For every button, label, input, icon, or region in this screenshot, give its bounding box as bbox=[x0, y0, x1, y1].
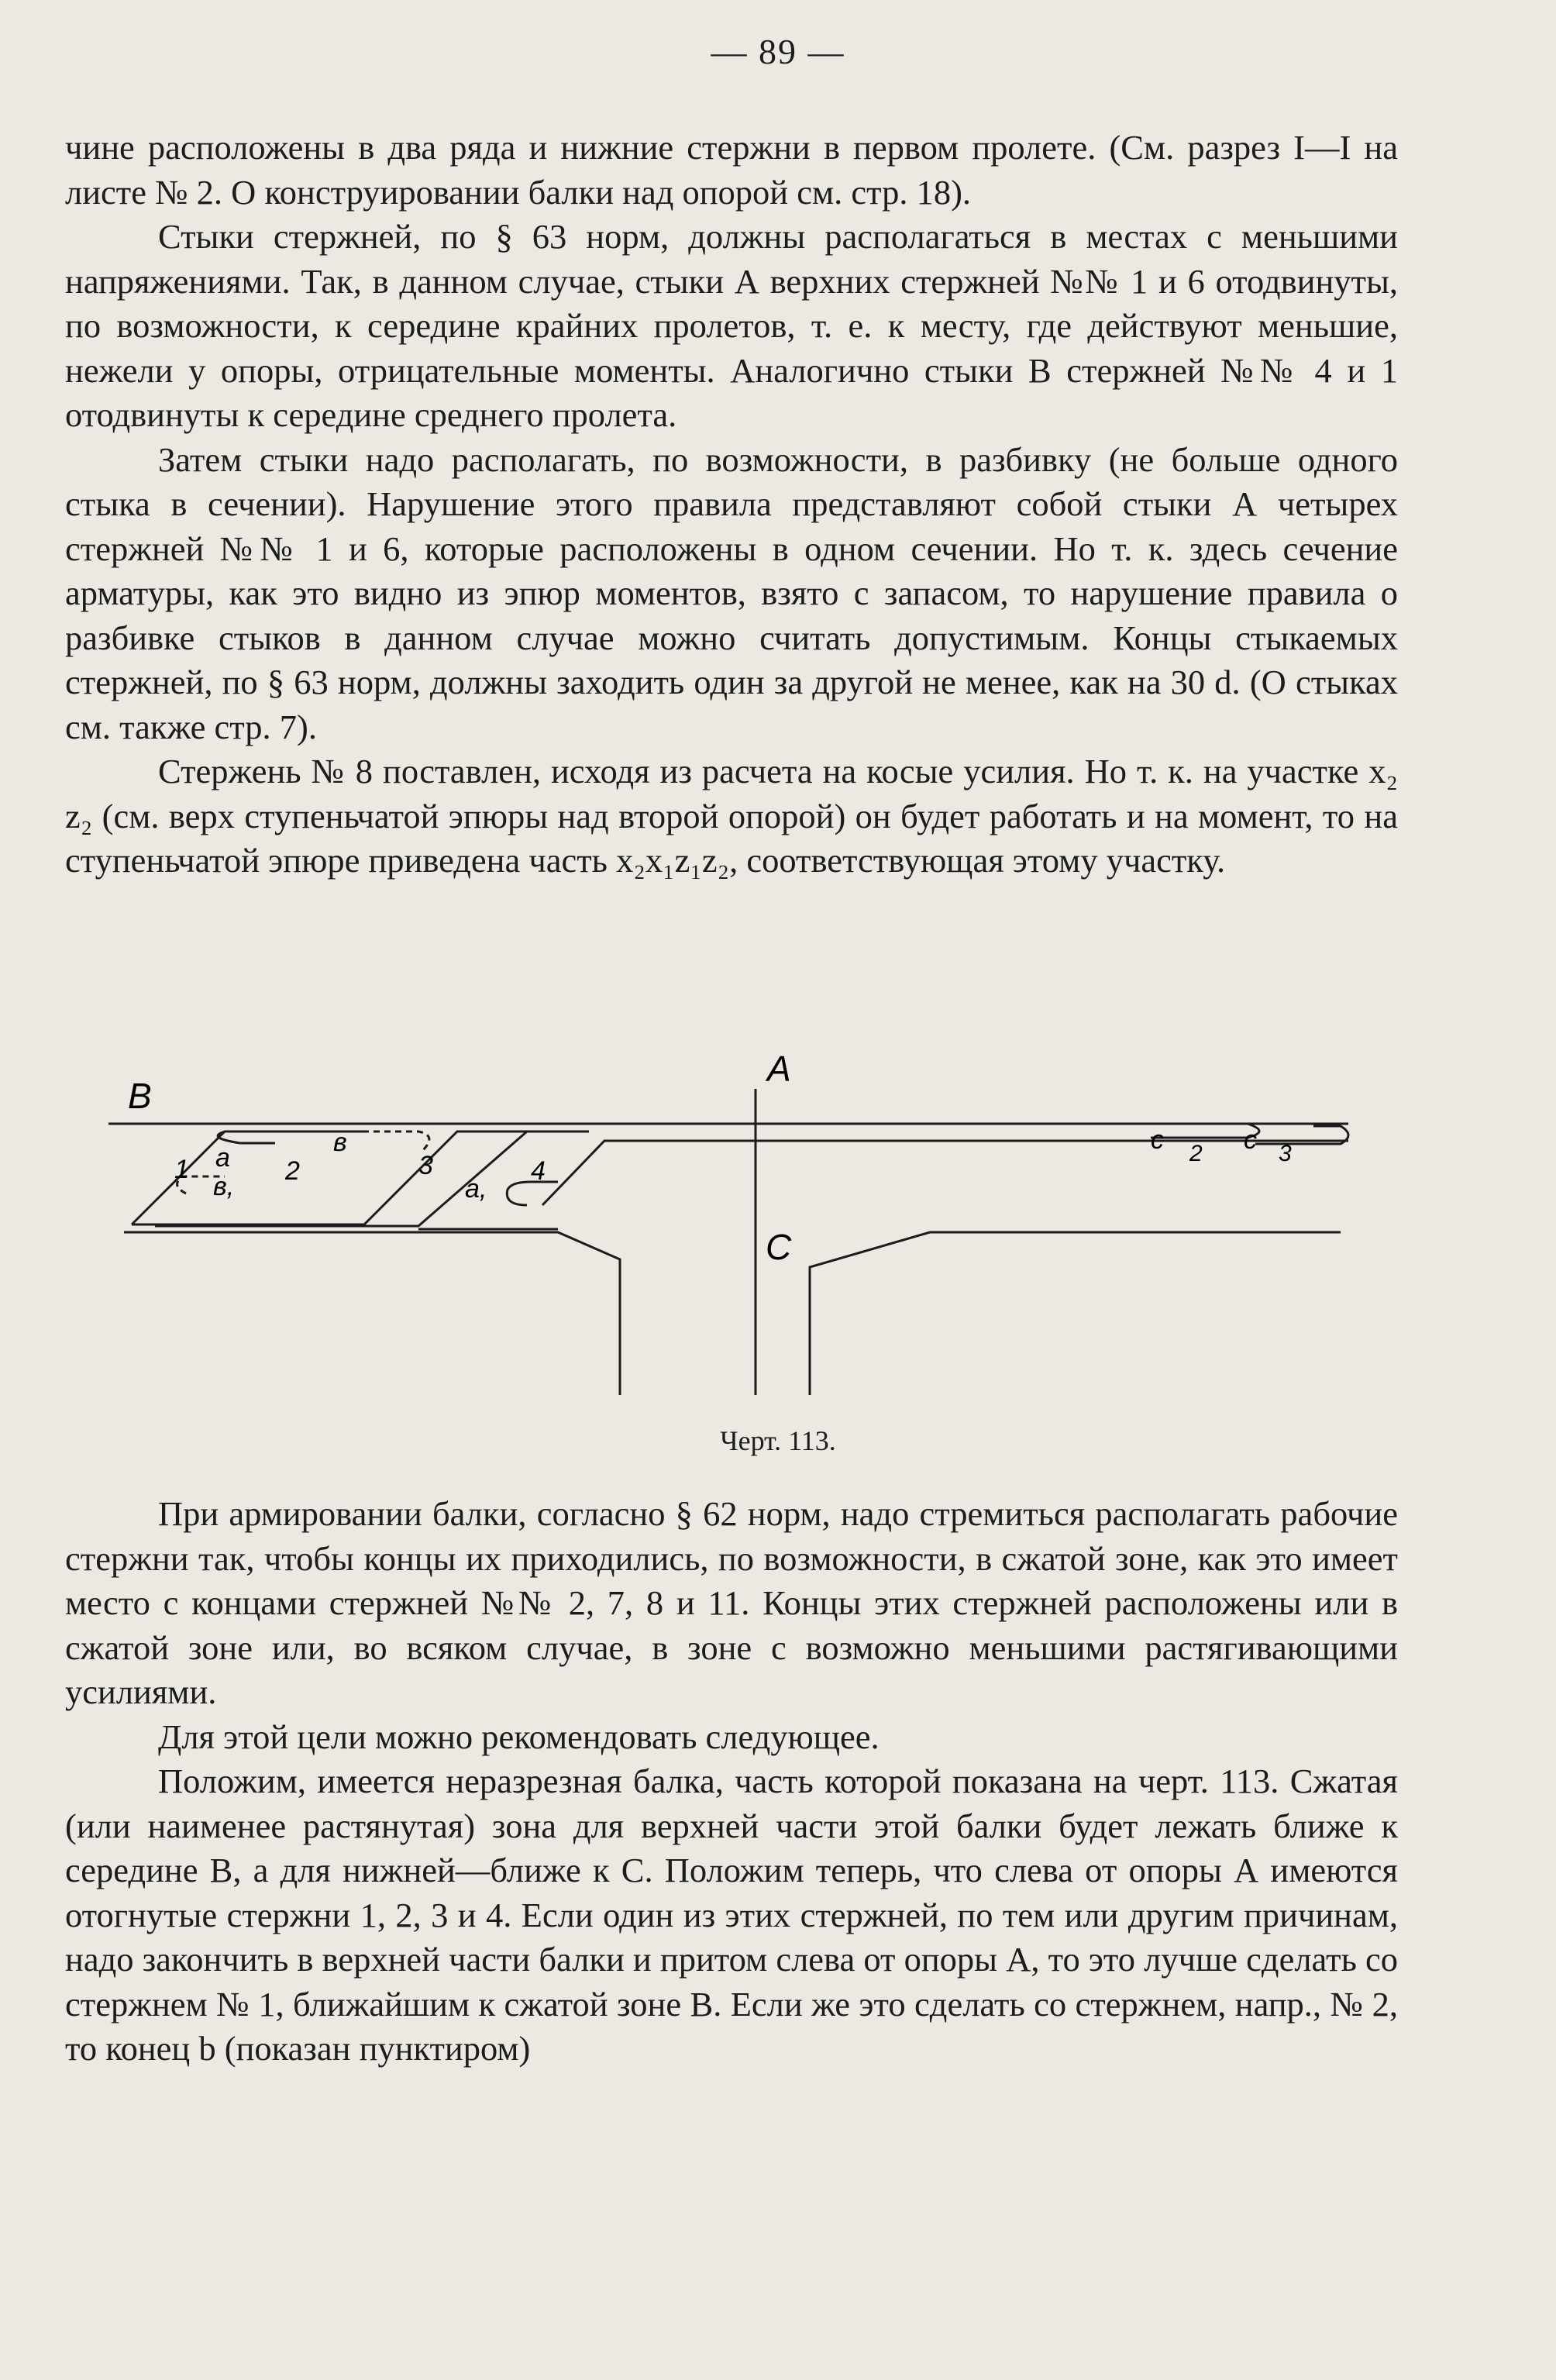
paragraph: Положим, имеется неразрезная балка, часть которой показана на черт. 113. Сжатая (или наименее растянутая) зона для верхней части этой балки будет лежать ближе к середине В, а для нижней—ближе к С. Положим теперь, что слева от опоры А имеются отогнутые стержни 1, 2, 3 и 4. Если один из этих стержней, по тем или другим причинам, надо закончить в верхней части балки и притом слева от опоры А, то это лучше сделать со стержнем № 1, ближайшим к сжатой зоне В. Если же это сделать со стержнем, напр., № 2, то конец b (показан пунктиром) bbox=[65, 1762, 1398, 2068]
figure-caption: Черт. 113. bbox=[720, 1425, 836, 1456]
text-block-top bbox=[65, 126, 1398, 883]
label-A: A bbox=[767, 1049, 791, 1089]
figure-beam-reinforcement bbox=[108, 1046, 1364, 1449]
label-c2: c bbox=[1244, 1125, 1257, 1155]
page-number: — 89 — bbox=[711, 32, 845, 71]
paragraph: Для этой цели можно рекомендовать следующее. bbox=[158, 1717, 880, 1756]
label-c1: c bbox=[1151, 1125, 1164, 1155]
bar-1 bbox=[132, 1131, 275, 1224]
label-C: C bbox=[766, 1227, 792, 1267]
label-B: B bbox=[128, 1076, 152, 1116]
label-bar-3: 3 bbox=[418, 1151, 433, 1180]
label-end-a1: a bbox=[215, 1143, 230, 1173]
label-bar-2: 2 bbox=[285, 1156, 300, 1186]
beam-bottom-left bbox=[124, 1232, 620, 1395]
bar-end-c2 bbox=[1151, 1124, 1259, 1138]
label-end-a2: a, bbox=[465, 1174, 487, 1204]
bar-end-b-dashed bbox=[341, 1131, 429, 1151]
label-bar-4: 4 bbox=[531, 1156, 546, 1186]
paragraph: Стержень № 8 поставлен, исходя из расчета на косые усилия. Но т. к. на участке x₂ z₂ (см. верх ступеньчатой эпюры над второй опорой) он будет работать и на момент, то на ступеньчатой эпюре приведена часть x₂x₁z₁z₂, соответствующая этому участку. bbox=[65, 752, 1398, 880]
paragraph: Затем стыки надо располагать, по возможности, в разбивку (не больше одного стыка в сечении). Нарушение этого правила представляют собой стыки А четырех стержней №№ 1 и 6, которые расположены в одном сечении. Но т. к. здесь сечение арматуры, как это видно из эпюр моментов, взято с запасом, то нарушение правила о разбивке стыков в данном случае можно считать допустимым. Концы стыкаемых стержней, по § 63 норм, должны заходить один за другой не менее, как на 30 d. (О стыках см. также стр. 7). bbox=[65, 439, 1398, 746]
label-end-b: в, bbox=[213, 1172, 235, 1201]
paragraph: При армировании балки, согласно § 62 норм, надо стремиться располагать рабочие стержни так, чтобы концы их приходились, по возможности, в сжатой зоне, как это имеет место с концами стержней №№ 2, 7, 8 и 11. Концы этих стержней расположены или в сжатой зоне или, во всяком случае, в зоне с возможно меньшими растягивающими усилиями. bbox=[65, 1494, 1398, 1711]
paragraph: Стыки стержней, по § 63 норм, должны располагаться в местах с меньшими напряжениями. Так, в данном случае, стыки А верхних стержней №№ 1 и 6 отодвинуты, по возможности, к середине крайних пролетов, т. е. к месту, где действуют меньшие, нежели у опоры, отрицательные моменты. Аналогично стыки В стержней №№ 4 и 1 отодвинуты к середине среднего пролета. bbox=[65, 217, 1398, 434]
bar-4 bbox=[542, 1141, 1348, 1205]
text-block-bottom bbox=[65, 1492, 1398, 2072]
beam-diagram bbox=[108, 1046, 1364, 1449]
paragraph: чине расположены в два ряда и нижние стержни в первом пролете. (См. разрез I—I на листе № 2. О конструировании балки над опорой см. стр. 18). bbox=[65, 128, 1398, 212]
label-bar-1: 1 bbox=[174, 1155, 189, 1184]
label-n3: 3 bbox=[1279, 1141, 1292, 1166]
label-n2: 2 bbox=[1189, 1141, 1203, 1166]
beam-bottom-right bbox=[810, 1232, 1341, 1395]
label-end-b2: в bbox=[333, 1128, 347, 1157]
